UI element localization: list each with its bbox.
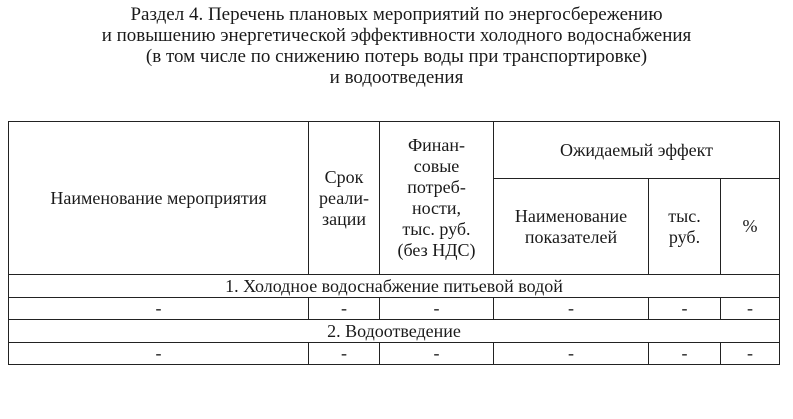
section-row — [9, 320, 780, 343]
header-term-line-1: Срок — [324, 166, 364, 187]
measures-table — [8, 121, 780, 365]
table-cell: - — [309, 298, 380, 320]
header-rub-line-2: руб. — [668, 226, 701, 247]
table-cell: - — [494, 343, 649, 365]
table-cell: - — [9, 298, 309, 320]
header-finance — [380, 122, 494, 275]
section-title-cold-water: 1. Холодное водоснабжение питьевой водой — [9, 275, 780, 298]
section-row — [9, 275, 780, 298]
table-row — [9, 343, 780, 365]
title-line-3: (в том числе по снижению потерь воды при транспортировке) — [145, 46, 648, 67]
header-rub-line-1: тыс. — [668, 205, 701, 226]
header-percent: % — [721, 179, 780, 275]
table-cell: - — [380, 298, 494, 320]
header-thousand-rub — [649, 179, 721, 275]
table-row — [9, 298, 780, 320]
header-term-line-3: зации — [322, 208, 366, 229]
header-finance-line-6: (без НДС) — [397, 240, 476, 260]
table-cell: - — [649, 298, 721, 320]
title-line-4: и водоотведения — [329, 67, 464, 88]
header-term — [309, 122, 380, 275]
section-title-wastewater: 2. Водоотведение — [9, 320, 780, 343]
table-cell: - — [649, 343, 721, 365]
title-line-1: Раздел 4. Перечень плановых мероприятий по энергосбережению — [130, 4, 663, 25]
header-finance-line-3: потреб- — [407, 177, 466, 197]
table-cell: - — [721, 343, 780, 365]
table-cell: - — [9, 343, 309, 365]
header-indicator-name — [494, 179, 649, 275]
header-indicator-line-2: показателей — [524, 226, 618, 247]
table-cell: - — [494, 298, 649, 320]
header-term-line-2: реали- — [319, 187, 369, 208]
header-finance-line-1: Финан- — [407, 135, 466, 155]
header-indicator-line-1: Наименование — [514, 205, 628, 226]
header-measure-name: Наименование мероприятия — [9, 122, 309, 275]
header-expected-effect: Ожидаемый эффект — [494, 122, 780, 179]
table-cell: - — [380, 343, 494, 365]
section-title — [0, 4, 793, 88]
header-finance-line-4: ности, — [411, 198, 462, 218]
title-line-2: и повышению энергетической эффективности холодного водоснабжения — [101, 25, 692, 46]
header-finance-line-2: совые — [413, 156, 460, 176]
table-cell: - — [309, 343, 380, 365]
table-cell: - — [721, 298, 780, 320]
header-finance-line-5: тыс. руб. — [402, 219, 471, 239]
